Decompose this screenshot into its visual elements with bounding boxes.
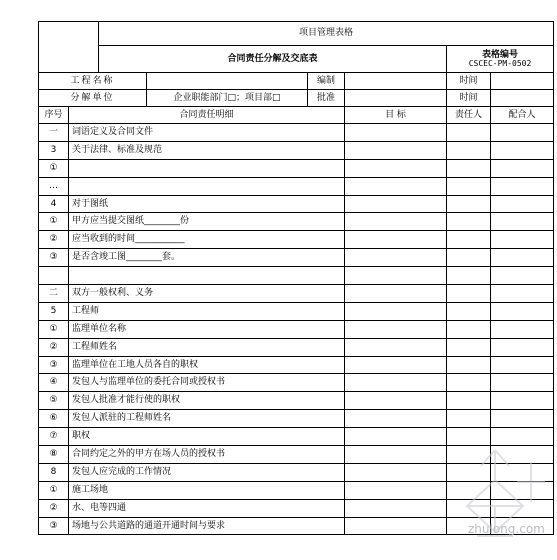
row-detail xyxy=(69,374,345,392)
form-code-cell xyxy=(447,46,554,73)
row-partner[interactable] xyxy=(491,285,554,303)
row-owner[interactable] xyxy=(447,213,491,231)
row-target[interactable] xyxy=(345,410,447,428)
row-partner[interactable] xyxy=(491,177,554,195)
unit-label: 分解单位 xyxy=(39,90,147,107)
row-detail-blank[interactable]: ___________ xyxy=(135,234,185,245)
col-header-partner: 配合人 xyxy=(491,107,554,124)
row-target[interactable] xyxy=(345,392,447,410)
header-blank-cell xyxy=(39,22,99,73)
table-row xyxy=(39,302,554,320)
row-partner[interactable] xyxy=(491,213,554,231)
row-target[interactable] xyxy=(345,463,447,481)
row-detail-text: 发包人派驻的工程师姓名 xyxy=(72,413,172,424)
row-seq: 4 xyxy=(39,195,69,213)
time-label-2: 时间 xyxy=(447,90,491,107)
compiled-value[interactable] xyxy=(345,73,447,90)
row-seq: 二 xyxy=(39,285,69,303)
row-seq: ② xyxy=(39,338,69,356)
row-partner[interactable] xyxy=(491,302,554,320)
table-row xyxy=(39,124,554,142)
row-detail-text: 合同约定之外的甲方在场人员的授权书 xyxy=(72,448,226,459)
row-seq: ① xyxy=(39,159,69,177)
row-detail xyxy=(69,392,345,410)
form-subtitle: 合同责任分解及交底表 xyxy=(99,46,447,73)
row-detail-text: 发包人与监理单位的委托合同或授权书 xyxy=(72,377,226,388)
row-target[interactable] xyxy=(345,428,447,446)
row-detail-text: 甲方应当提交图纸 xyxy=(72,216,145,227)
row-partner[interactable] xyxy=(491,141,554,159)
row-detail-text: 发包人应完成的工作情况 xyxy=(72,466,172,477)
watermark-text: zhulong.com xyxy=(468,522,545,536)
row-target[interactable] xyxy=(345,320,447,338)
row-owner[interactable] xyxy=(447,195,491,213)
row-seq: ④ xyxy=(39,374,69,392)
row-partner[interactable] xyxy=(491,124,554,142)
zhulong-watermark-icon xyxy=(455,432,555,560)
row-partner[interactable] xyxy=(491,374,554,392)
approve-label: 批准 xyxy=(308,90,345,107)
row-detail xyxy=(69,428,345,446)
table-row xyxy=(39,213,554,231)
row-seq: ⑥ xyxy=(39,410,69,428)
row-owner[interactable] xyxy=(447,410,491,428)
table-row xyxy=(39,338,554,356)
row-detail-text: 水、电等四通 xyxy=(72,502,127,513)
form-code-label: 表格编号 xyxy=(482,49,519,60)
table-row xyxy=(39,141,554,159)
row-detail xyxy=(69,499,345,517)
row-seq: ③ xyxy=(39,356,69,374)
row-partner[interactable] xyxy=(491,231,554,249)
row-partner[interactable] xyxy=(491,195,554,213)
row-seq: ③ xyxy=(39,517,69,535)
row-partner[interactable] xyxy=(491,410,554,428)
row-target[interactable] xyxy=(345,302,447,320)
row-detail-text: 对于图纸 xyxy=(72,198,109,209)
row-seq: 8 xyxy=(39,463,69,481)
row-detail xyxy=(69,338,345,356)
table-row xyxy=(39,195,554,213)
row-owner[interactable] xyxy=(447,285,491,303)
row-detail-text: 工程师姓名 xyxy=(72,341,118,352)
row-partner[interactable] xyxy=(491,320,554,338)
row-detail xyxy=(69,356,345,374)
row-detail-text: 工程师 xyxy=(72,305,100,316)
row-detail-text: 监理单位名称 xyxy=(72,323,127,334)
table-row xyxy=(39,320,554,338)
row-target[interactable] xyxy=(345,285,447,303)
time-value-2[interactable] xyxy=(491,90,554,107)
row-owner[interactable] xyxy=(447,302,491,320)
row-owner[interactable] xyxy=(447,159,491,177)
row-detail-text: 监理单位在工地人员各自的职权 xyxy=(72,359,199,370)
table-row xyxy=(39,374,554,392)
col-header-owner: 责任人 xyxy=(447,107,491,124)
table-row xyxy=(39,356,554,374)
row-owner[interactable] xyxy=(447,320,491,338)
form-title: 项目管理表格 xyxy=(99,22,554,46)
row-target[interactable] xyxy=(345,141,447,159)
row-detail xyxy=(69,195,345,213)
col-header-detail: 合同责任明细 xyxy=(69,107,345,124)
row-seq: ⑦ xyxy=(39,428,69,446)
row-detail-text: 职权 xyxy=(72,431,91,442)
row-target[interactable] xyxy=(345,356,447,374)
row-target[interactable] xyxy=(345,446,447,464)
approve-value[interactable] xyxy=(345,90,447,107)
row-detail-text: 应当收到的时间 xyxy=(72,234,136,245)
row-detail xyxy=(69,213,345,231)
row-owner[interactable] xyxy=(447,249,491,267)
row-seq: ⑤ xyxy=(39,392,69,410)
row-target[interactable] xyxy=(345,177,447,195)
row-detail xyxy=(69,177,345,195)
row-target[interactable] xyxy=(345,213,447,231)
row-detail-text: 施工场地 xyxy=(72,484,109,495)
row-partner[interactable] xyxy=(491,338,554,356)
row-seq: 5 xyxy=(39,302,69,320)
row-detail-text: 场地与公共道路的通道开通时间与要求 xyxy=(72,520,226,531)
row-detail xyxy=(69,267,345,285)
row-seq: ① xyxy=(39,213,69,231)
col-header-seq: 序号 xyxy=(39,107,69,124)
row-seq: ① xyxy=(39,320,69,338)
table-row xyxy=(39,249,554,267)
row-detail xyxy=(69,410,345,428)
table-row xyxy=(39,177,554,195)
row-detail-text: 是否含竣工图 xyxy=(72,252,127,263)
row-seq: ① xyxy=(39,481,69,499)
row-detail xyxy=(69,302,345,320)
row-detail xyxy=(69,481,345,499)
row-target[interactable] xyxy=(345,267,447,285)
row-detail-suffix: 套。 xyxy=(162,252,181,263)
row-target[interactable] xyxy=(345,517,447,535)
row-owner[interactable] xyxy=(447,231,491,249)
row-detail xyxy=(69,463,345,481)
row-target[interactable] xyxy=(345,124,447,142)
row-owner[interactable] xyxy=(447,124,491,142)
row-target[interactable] xyxy=(345,195,447,213)
row-partner[interactable] xyxy=(491,392,554,410)
row-seq: 3 xyxy=(39,141,69,159)
row-detail-suffix: 份 xyxy=(180,216,190,227)
row-target[interactable] xyxy=(345,249,447,267)
table-row xyxy=(39,410,554,428)
row-seq: … xyxy=(39,177,69,195)
row-partner[interactable] xyxy=(491,356,554,374)
row-owner[interactable] xyxy=(447,267,491,285)
row-partner[interactable] xyxy=(491,159,554,177)
row-detail-text: 词语定义及合同文件 xyxy=(72,126,154,137)
row-detail-text: 关于法律、标准及规范 xyxy=(72,144,163,155)
row-detail-text: 双方一般权利、义务 xyxy=(72,287,154,298)
time-label-1: 时间 xyxy=(447,73,491,90)
row-detail xyxy=(69,159,345,177)
table-row xyxy=(39,231,554,249)
row-seq: ② xyxy=(39,231,69,249)
row-detail-blank[interactable]: ________ xyxy=(144,216,181,227)
col-header-target: 目 标 xyxy=(345,107,447,124)
row-detail-blank[interactable]: ________ xyxy=(126,252,163,263)
row-detail xyxy=(69,517,345,535)
row-seq: ⑧ xyxy=(39,446,69,464)
unit-value[interactable]: 企业职能部门□；项目部□ xyxy=(147,90,308,107)
table-row xyxy=(39,267,554,285)
row-detail xyxy=(69,249,345,267)
row-owner[interactable] xyxy=(447,177,491,195)
project-name-value[interactable] xyxy=(147,73,308,90)
row-detail xyxy=(69,285,345,303)
compiled-label: 编制 xyxy=(308,73,345,90)
row-seq: 一 xyxy=(39,124,69,142)
form-code-value: CSCEC-PM-0502 xyxy=(468,58,532,68)
row-target[interactable] xyxy=(345,231,447,249)
row-detail xyxy=(69,141,345,159)
row-owner[interactable] xyxy=(447,392,491,410)
table-row xyxy=(39,285,554,303)
row-detail-text: 发包人批准才能行使的职权 xyxy=(72,395,181,406)
table-row xyxy=(39,392,554,410)
project-name-label: 工程名称 xyxy=(39,73,147,90)
time-value-1[interactable] xyxy=(491,73,554,90)
row-target[interactable] xyxy=(345,159,447,177)
row-owner[interactable] xyxy=(447,374,491,392)
row-seq: ③ xyxy=(39,249,69,267)
row-owner[interactable] xyxy=(447,141,491,159)
table-row xyxy=(39,159,554,177)
row-target[interactable] xyxy=(345,499,447,517)
row-partner[interactable] xyxy=(491,267,554,285)
row-target[interactable] xyxy=(345,338,447,356)
row-detail xyxy=(69,446,345,464)
row-seq xyxy=(39,267,69,285)
row-partner[interactable] xyxy=(491,249,554,267)
row-target[interactable] xyxy=(345,481,447,499)
row-detail xyxy=(69,320,345,338)
row-owner[interactable] xyxy=(447,356,491,374)
row-detail xyxy=(69,231,345,249)
row-detail xyxy=(69,124,345,142)
row-owner[interactable] xyxy=(447,338,491,356)
row-seq: ② xyxy=(39,499,69,517)
row-target[interactable] xyxy=(345,374,447,392)
